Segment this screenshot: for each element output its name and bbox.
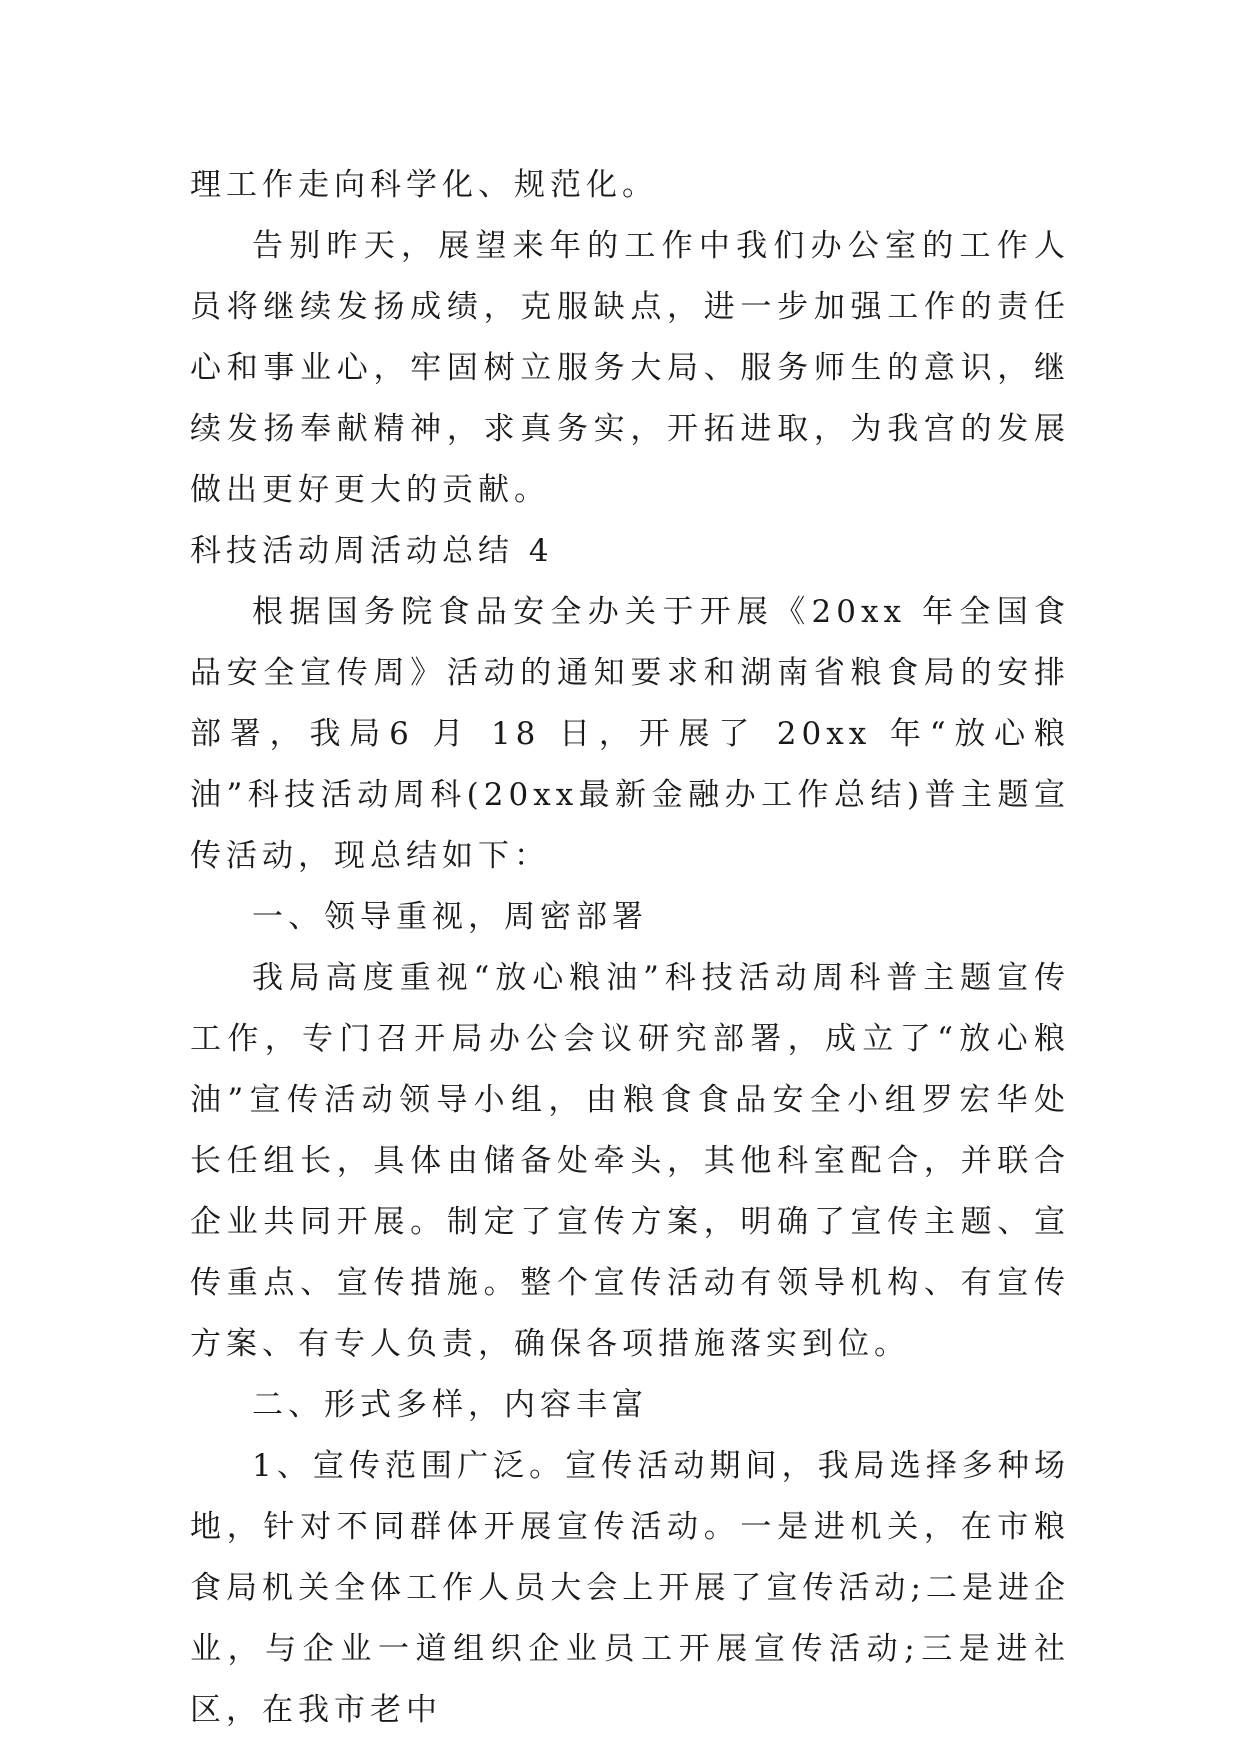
subheading-2: 二、形式多样，内容丰富: [252, 1387, 648, 1423]
document-body: [190, 155, 1070, 1741]
subheading-1: 一、领导重视，周密部署: [252, 899, 648, 935]
paragraph-5: 1、宣传范围广泛。宣传活动期间，我局选择多种场地，针对不同群体开展宣传活动。一是进机关，在市粮食局机关全体工作人员大会上开展了宣传活动;二是进企业，与企业一道组织企业员工开展宣传活动;三是进社区，在我市老中: [190, 1448, 1070, 1728]
paragraph-3: 根据国务院食品安全办关于开展《20xx 年全国食品安全宣传周》活动的通知要求和湖南省粮食局的安排部署，我局6 月 18 日，开展了 20xx 年“放心粮油”科技活动周科(20xx最新金融办工作总结)普主题宣传活动，现总结如下：: [190, 594, 1070, 874]
paragraph-4: 我局高度重视“放心粮油”科技活动周科普主题宣传工作，专门召开局办公会议研究部署，成立了“放心粮油”宣传活动领导小组，由粮食食品安全小组罗宏华处长任组长，具体由储备处牵头，其他科室配合，并联合企业共同开展。制定了宣传方案，明确了宣传主题、宣传重点、宣传措施。整个宣传活动有领导机构、有宣传方案、有专人负责，确保各项措施落实到位。: [190, 960, 1070, 1362]
paragraph-2: 告别昨天，展望来年的工作中我们办公室的工作人员将继续发扬成绩，克服缺点，进一步加强工作的责任心和事业心，牢固树立服务大局、服务师生的意识，继续发扬奉献精神，求真务实，开拓进取，为我宫的发展做出更好更大的贡献。: [190, 228, 1070, 508]
section-heading: 科技活动周活动总结 4: [190, 533, 554, 569]
paragraph-1: 理工作走向科学化、规范化。: [190, 167, 658, 203]
